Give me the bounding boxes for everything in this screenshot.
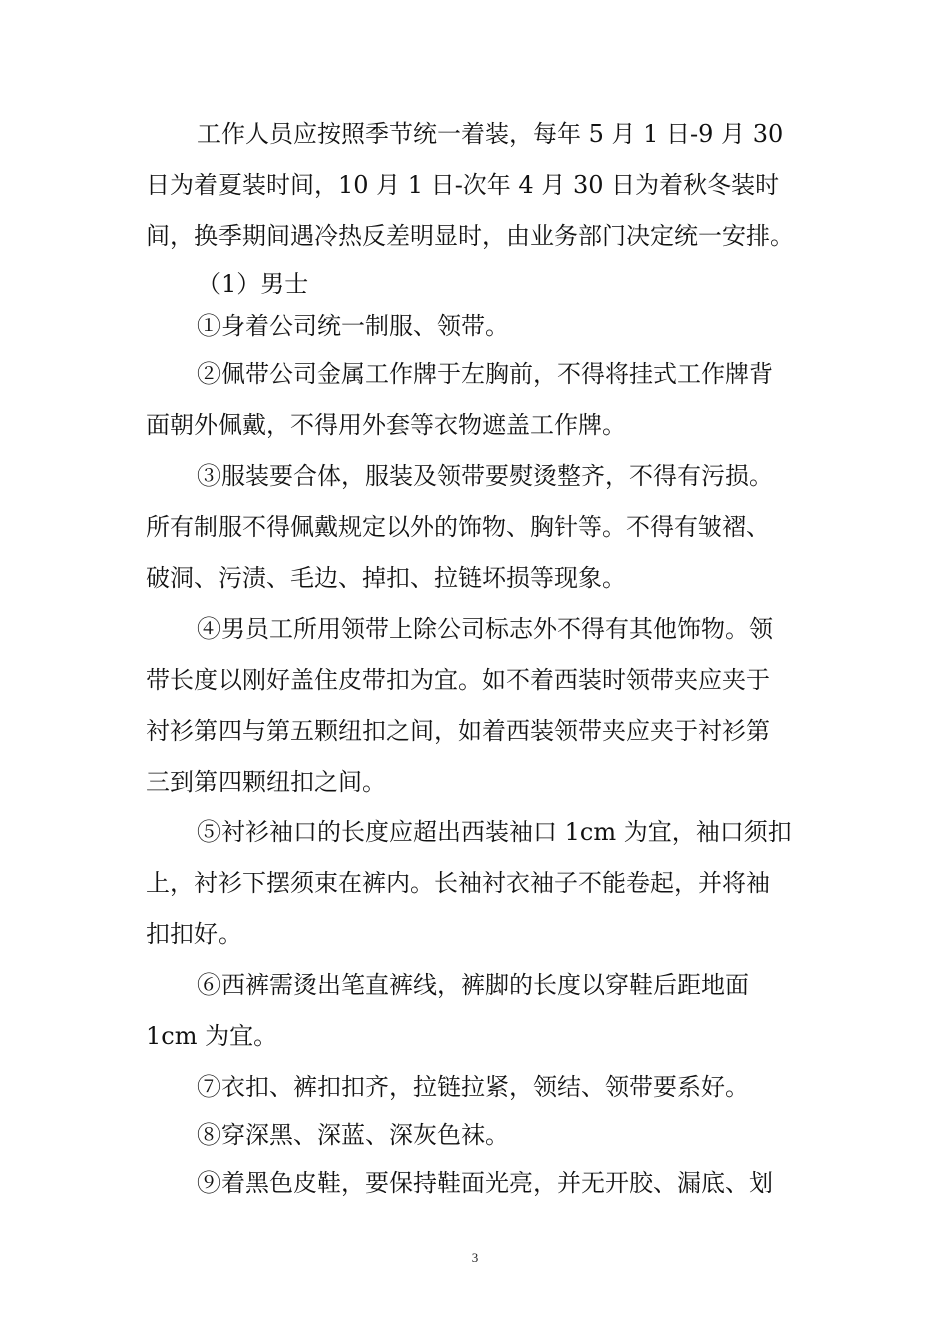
text-line [0, 808, 950, 856]
list-item-text: ⑦衣扣、裤扣扣齐，拉链拉紧，领结、领带要系好。 [197, 1073, 749, 1101]
paragraph-text: 破洞、污渍、毛边、掉扣、拉链坏损等现象。 [146, 564, 626, 592]
list-item-text: ①身着公司统一制服、领带。 [197, 312, 509, 340]
list-item-text: ⑨着黑色皮鞋，要保持鞋面光亮，并无开胶、漏底、划 [197, 1169, 773, 1197]
list-item-text: ⑤衬衫袖口的长度应超出西装袖口 1cm 为宜，袖口须扣 [197, 818, 792, 846]
page-number: 3 [471, 1250, 479, 1265]
paragraph-text: 上，衬衫下摆须束在裤内。长袖衬衣袖子不能卷起，并将袖 [146, 869, 770, 897]
paragraph-text: 日为着夏装时间，10 月 1 日-次年 4 月 30 日为着秋冬装时 [146, 171, 780, 199]
text-line [0, 1063, 950, 1111]
paragraph-text: 所有制服不得佩戴规定以外的饰物、胸针等。不得有皱褶、 [146, 513, 770, 541]
text-line [0, 452, 950, 500]
text-line [0, 350, 950, 398]
text-line [0, 605, 950, 653]
text-line [0, 707, 950, 755]
text-line [0, 1159, 950, 1207]
list-item-text: ③服装要合体，服装及领带要熨烫整齐，不得有污损。 [197, 462, 773, 490]
list-item-text: ⑧穿深黑、深蓝、深灰色袜。 [197, 1121, 509, 1149]
paragraph-text: 带长度以刚好盖住皮带扣为宜。如不着西装时领带夹应夹于 [146, 666, 770, 694]
text-line [0, 1111, 950, 1159]
text-line [0, 554, 950, 602]
paragraph-text: 间，换季期间遇冷热反差明显时，由业务部门决定统一安排。 [146, 222, 794, 250]
paragraph-text: 三到第四颗纽扣之间。 [146, 768, 386, 796]
list-item-text: ⑥西裤需烫出笔直裤线，裤脚的长度以穿鞋后距地面 [197, 971, 749, 999]
text-line [0, 859, 950, 907]
text-line [0, 910, 950, 958]
paragraph-text: 1cm 为宜。 [146, 1022, 278, 1050]
text-line [0, 302, 950, 350]
paragraph-text: 扣扣好。 [146, 920, 242, 948]
text-line [0, 161, 950, 209]
paragraph-text: 工作人员应按照季节统一着装，每年 5 月 1 日-9 月 30 [197, 120, 784, 148]
list-item-text: ④男员工所用领带上除公司标志外不得有其他饰物。领 [197, 615, 773, 643]
text-line [0, 656, 950, 704]
text-line [0, 1012, 950, 1060]
paragraph-text: 面朝外佩戴，不得用外套等衣物遮盖工作牌。 [146, 411, 626, 439]
text-line [0, 503, 950, 551]
list-item-text: ②佩带公司金属工作牌于左胸前，不得将挂式工作牌背 [197, 360, 773, 388]
section-heading-text: （1）男士 [197, 270, 309, 298]
section-heading [0, 260, 950, 308]
text-line [0, 758, 950, 806]
text-line [0, 401, 950, 449]
text-line [0, 212, 950, 260]
text-line [0, 110, 950, 158]
text-line [0, 961, 950, 1009]
paragraph-text: 衬衫第四与第五颗纽扣之间，如着西装领带夹应夹于衬衫第 [146, 717, 770, 745]
